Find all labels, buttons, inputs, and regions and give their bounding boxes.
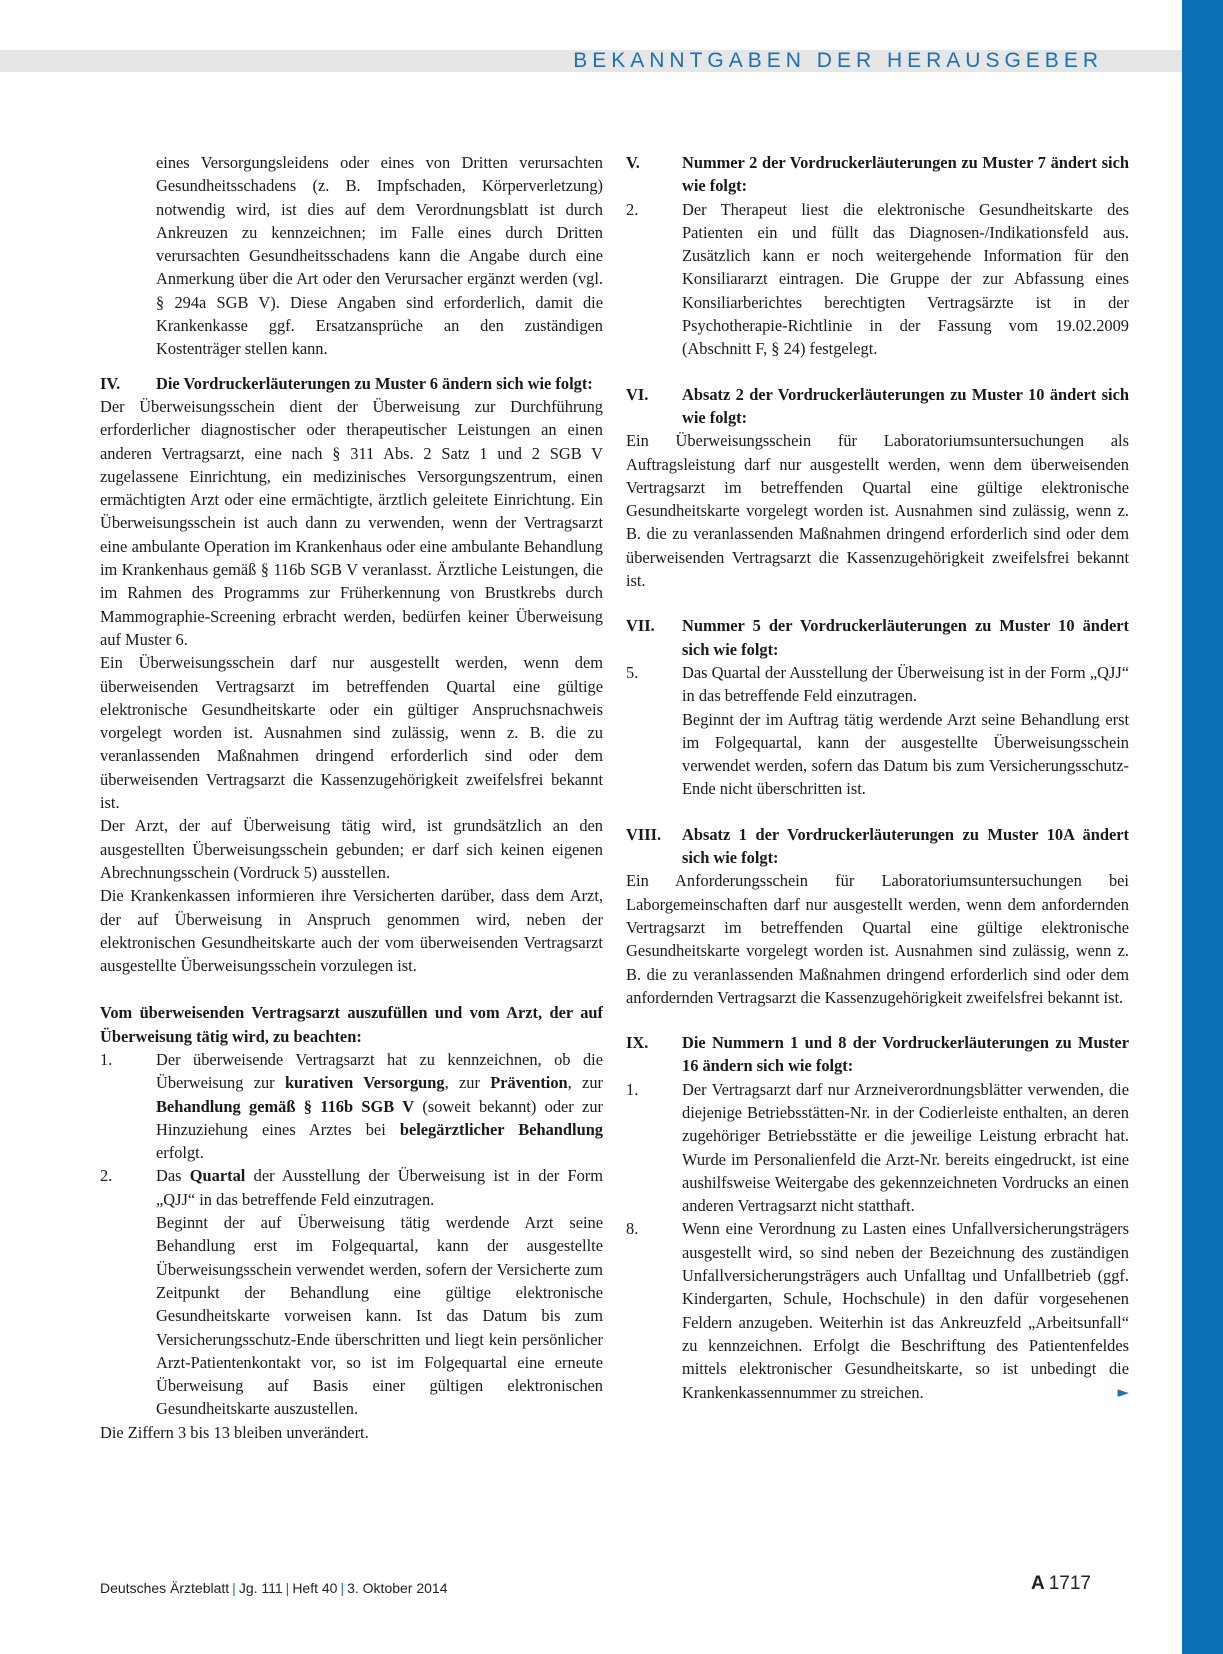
item-text: Der überweisende Vertragsarzt hat zu kennzeichnen, ob die Überweisung zur kurativen Versorgung, zur Prävention, zur Behandlung gemäß § 116b SGB V (soweit bekannt) oder zur Hinzuziehung eines Arztes bei belegärztlicher Behandlung erfolgt. bbox=[156, 1049, 604, 1163]
section-title: Absatz 1 der Vordruckerläuterungen zu Muster 10A ändert sich wie folgt: bbox=[682, 824, 1129, 868]
section-vii-heading bbox=[626, 614, 1129, 661]
item-number: 5. bbox=[626, 662, 639, 682]
right-column bbox=[626, 151, 1129, 1404]
left-column bbox=[100, 151, 603, 1444]
list-item-2 bbox=[100, 1164, 603, 1420]
journal-name: Deutsches Ärzteblatt bbox=[100, 1580, 230, 1596]
footer-citation: Deutsches Ärzteblatt | Jg. 111 | Heft 40 | 3. Oktober 2014 bbox=[100, 1580, 448, 1596]
item-text: Wenn eine Verordnung zu Lasten eines Unfallversicherungsträgers ausgestellt wird, so sind neben der Bezeichnung des zuständigen Unfallversicherungsträgers auch Unfalltag und Unfallbetrieb (ggf. Kindergarten, Schule, Hochschule) in den dafür vorgesehenen Feldern anzugeben. Weiterhin ist das Ankreuzfeld „Arbeitsunfall“ zu kennzeichnen. Erfolgt die Beschriftung des Patientenfeldes mittels elektronischer Gesundheitskarte, so ist unbedingt die Krankenkassennummer zu streichen. ► bbox=[682, 1217, 1129, 1403]
section-number: VII. bbox=[626, 616, 655, 636]
section-number: V. bbox=[626, 153, 640, 172]
section-v-heading bbox=[626, 151, 1129, 198]
page-number: A 1717 bbox=[1030, 1573, 1091, 1594]
section-title: Nummer 2 der Vordruckerläuterungen zu Muster 7 ändert sich wie folgt: bbox=[682, 153, 1129, 196]
journal-date: 3. Oktober 2014 bbox=[347, 1580, 448, 1596]
intro-paragraph: eines Versorgungsleidens oder eines von Dritten verursachten Gesundheitsschadens (z. B. Impfschaden, Körperverletzung) notwendig wird, ist dies auf dem Verordnungsblatt ist durch Ankreuzen zu kennzeichnen; im Falle eines durch Dritten verursachten Gesundheitsschadens kann die Angabe durch eine Anmerkung über die Art oder den Verursacher ergänzt werden (vgl. § 294a SGB V). Diese Angaben sind erforderlich, damit die Krankenkasse ggf. Ersatzansprüche an den zuständigen Kostenträger stellen kann. bbox=[156, 153, 603, 359]
section-title: Nummer 5 der Vordruckerläuterungen zu Muster 10 ändert sich wie folgt: bbox=[682, 616, 1129, 659]
list-item bbox=[626, 1217, 1129, 1403]
item-number: 1. bbox=[100, 1049, 113, 1069]
section-title: Die Vordruckerläuterungen zu Muster 6 ändern sich wie folgt: bbox=[156, 373, 593, 393]
section-number: VIII. bbox=[626, 824, 662, 844]
item-number: 2. bbox=[100, 1166, 113, 1186]
section-title: Die Nummern 1 und 8 der Vordruckerläuterungen zu Muster 16 ändern sich wie folgt: bbox=[682, 1033, 1129, 1076]
item-text-continued: Beginnt der auf Überweisung tätig werdende Arzt seine Behandlung erst im Folgequartal, kann der ausgestellte Überweisungsschein verwendet werden, sofern der Versicherte zum Zeitpunkt der Behandlung eine gültige elektronische Gesundheitskarte vorweisen kann. Ist das Datum bis zum Versicherungsschutz-Ende überschritten und liegt kein persönlicher Arzt-Patientenkontakt vor, so ist im Folgequartal eine erneute Überweisung auf Basis einer gültigen elektronischen Gesundheitskarte auszustellen. bbox=[156, 1213, 603, 1419]
item-text: Das Quartal der Ausstellung der Überweisung ist in der Form „QJJ“ in das betreffende Feld einzutragen. bbox=[156, 1166, 603, 1209]
paragraph: Ein Überweisungsschein für Laboratoriumsuntersuchungen als Auftragsleistung darf nur ausgestellt werden, wenn dem überweisenden Vertragsarzt im betreffenden Quartal eine gültige elektronische Gesundheitskarte vorgelegt worden ist. Ausnahmen sind zulässig, wenn z. B. die zu veranlassenden Maßnahmen dringend erforderlich sind oder dem überweisenden Vertragsarzt die Kassenzugehörigkeit zweifelsfrei bekannt ist. bbox=[626, 431, 1129, 591]
section-header-title: BEKANNTGABEN DER HERAUSGEBER bbox=[573, 49, 1103, 72]
list-item bbox=[626, 1078, 1129, 1218]
journal-issue: Heft 40 bbox=[292, 1580, 338, 1596]
paragraph: Der Arzt, der auf Überweisung tätig wird, ist grundsätzlich an den ausgestellten Überweisungsschein gebunden; er darf sich keinen eigenen Abrechnungsschein (Vordruck 5) ausstellen. bbox=[100, 816, 603, 882]
item-number: 2. bbox=[626, 199, 639, 219]
section-iv-heading bbox=[100, 372, 603, 395]
paragraph: Ein Anforderungsschein für Laboratoriumsuntersuchungen bei Laborgemeinschaften darf nur ausgestellt werden, wenn dem anfordernden Vertragsarzt im betreffenden Quartal eine gültige elektronische Gesundheitskarte vorgelegt worden ist. Ausnahmen sind zulässig, wenn z. B. die zu veranlassenden Maßnahmen dringend erforderlich sind oder dem anfordernden Vertragsarzt die Kassenzugehörigkeit zweifelsfrei bekannt ist. bbox=[626, 871, 1129, 1007]
paragraph: Die Krankenkassen informieren ihre Versicherten darüber, dass dem Arzt, der auf Überweisung in Anspruch genommen wird, neben der elektronischen Gesundheitskarte auch der vom überweisenden Vertragsarzt ausgestellte Überweisungsschein vorzulegen ist. bbox=[100, 886, 603, 976]
section-number: IX. bbox=[626, 1033, 649, 1053]
section-ix-heading bbox=[626, 1031, 1129, 1078]
journal-volume: Jg. 111 bbox=[238, 1580, 283, 1596]
bold-heading: Vom überweisenden Vertragsarzt auszufüllen und vom Arzt, der auf Überweisung tätig wird, zu beachten: bbox=[100, 1003, 603, 1046]
list-item bbox=[626, 198, 1129, 361]
item-text-continued: Beginnt der im Auftrag tätig werdende Arzt seine Behandlung erst im Folgequartal, kann der ausgestellte Überweisungsschein verwendet werden, sofern das Datum bis zum Versicherungsschutz-Ende nicht überschritten ist. bbox=[682, 709, 1129, 799]
item-text: Der Therapeut liest die elektronische Gesundheitskarte des Patienten ein und füllt das Diagnosen-/Indikationsfeld aus. Zusätzlich kann er noch weitergehende Information für den Konsiliararzt eintragen. Die Gruppe der zur Abfassung eines Konsiliarberichtes berechtigten Vertragsärzte ist in der Psychotherapie-Richtlinie in der Fassung vom 19.02.2009 (Abschnitt F, § 24) festgelegt. bbox=[682, 199, 1129, 359]
section-title: Absatz 2 der Vordruckerläuterungen zu Muster 10 ändert sich wie folgt: bbox=[682, 384, 1129, 427]
section-number: VI. bbox=[626, 384, 649, 404]
list-item bbox=[626, 661, 1129, 801]
item-text: Das Quartal der Ausstellung der Überweisung ist in der Form „QJJ“ in das betreffende Feld einzutragen. bbox=[682, 662, 1129, 706]
closing-line: Die Ziffern 3 bis 13 bleiben unverändert. bbox=[100, 1422, 369, 1442]
section-vi-heading bbox=[626, 383, 1129, 430]
item-number: 1. bbox=[626, 1079, 639, 1099]
paragraph: Der Überweisungsschein dient der Überweisung zur Durchführung erforderlicher diagnostischer oder therapeutischer Leistungen an einen anderen Vertragsarzt, eine nach § 311 Abs. 2 Satz 1 und 2 SGB V zugelassene Einrichtung, ein medizinisches Versorgungszentrum, einen ermächtigten Arzt oder eine ermächtigte, ärztlich geleitete Einrichtung. Ein Überweisungsschein ist auch dann zu verwenden, wenn der Vertragsarzt eine ambulante Operation im Krankenhaus oder eine ambulante Behandlung im Krankenhaus gemäß § 116b SGB V veranlasst. Ärztliche Leistungen, die im Rahmen des Programms zur Früherkennung von Brustkrebs durch Mammographie-Screening erbracht werden, bedürfen keiner Überweisung auf Muster 6. bbox=[100, 396, 603, 649]
section-number: IV. bbox=[100, 373, 121, 393]
item-text: Der Vertragsarzt darf nur Arzneiverordnungsblätter verwenden, die diejenige Betriebsstätten-Nr. in der Codierleiste enthalten, an deren zugehöriger Betriebsstätte er die jeweilige Leistung erbracht hat. Wurde im Personalienfeld die Arzt-Nr. bereits eingedruckt, ist eine aushilfsweise Weitergabe des gekennzeichneten Vordrucks an einen anderen Vertragsarzt nicht statthaft. bbox=[682, 1079, 1129, 1216]
side-color-bar bbox=[1182, 0, 1223, 1654]
item-number: 8. bbox=[626, 1219, 639, 1239]
section-viii-heading bbox=[626, 823, 1129, 870]
continue-arrow-icon: ► bbox=[1117, 1382, 1129, 1401]
list-item-1 bbox=[100, 1048, 603, 1164]
paragraph: Ein Überweisungsschein darf nur ausgestellt werden, wenn dem überweisenden Vertragsarzt im betreffenden Quartal eine gültige elektronische Gesundheitskarte oder ein gültiger Anspruchsnachweis vorgelegt worden ist. Ausnahmen sind zulässig, wenn z. B. die zu veranlassenden Maßnahmen dringend erforderlich sind oder dem überweisenden Vertragsarzt die Kassenzugehörigkeit zweifelsfrei bekannt ist. bbox=[100, 653, 603, 813]
